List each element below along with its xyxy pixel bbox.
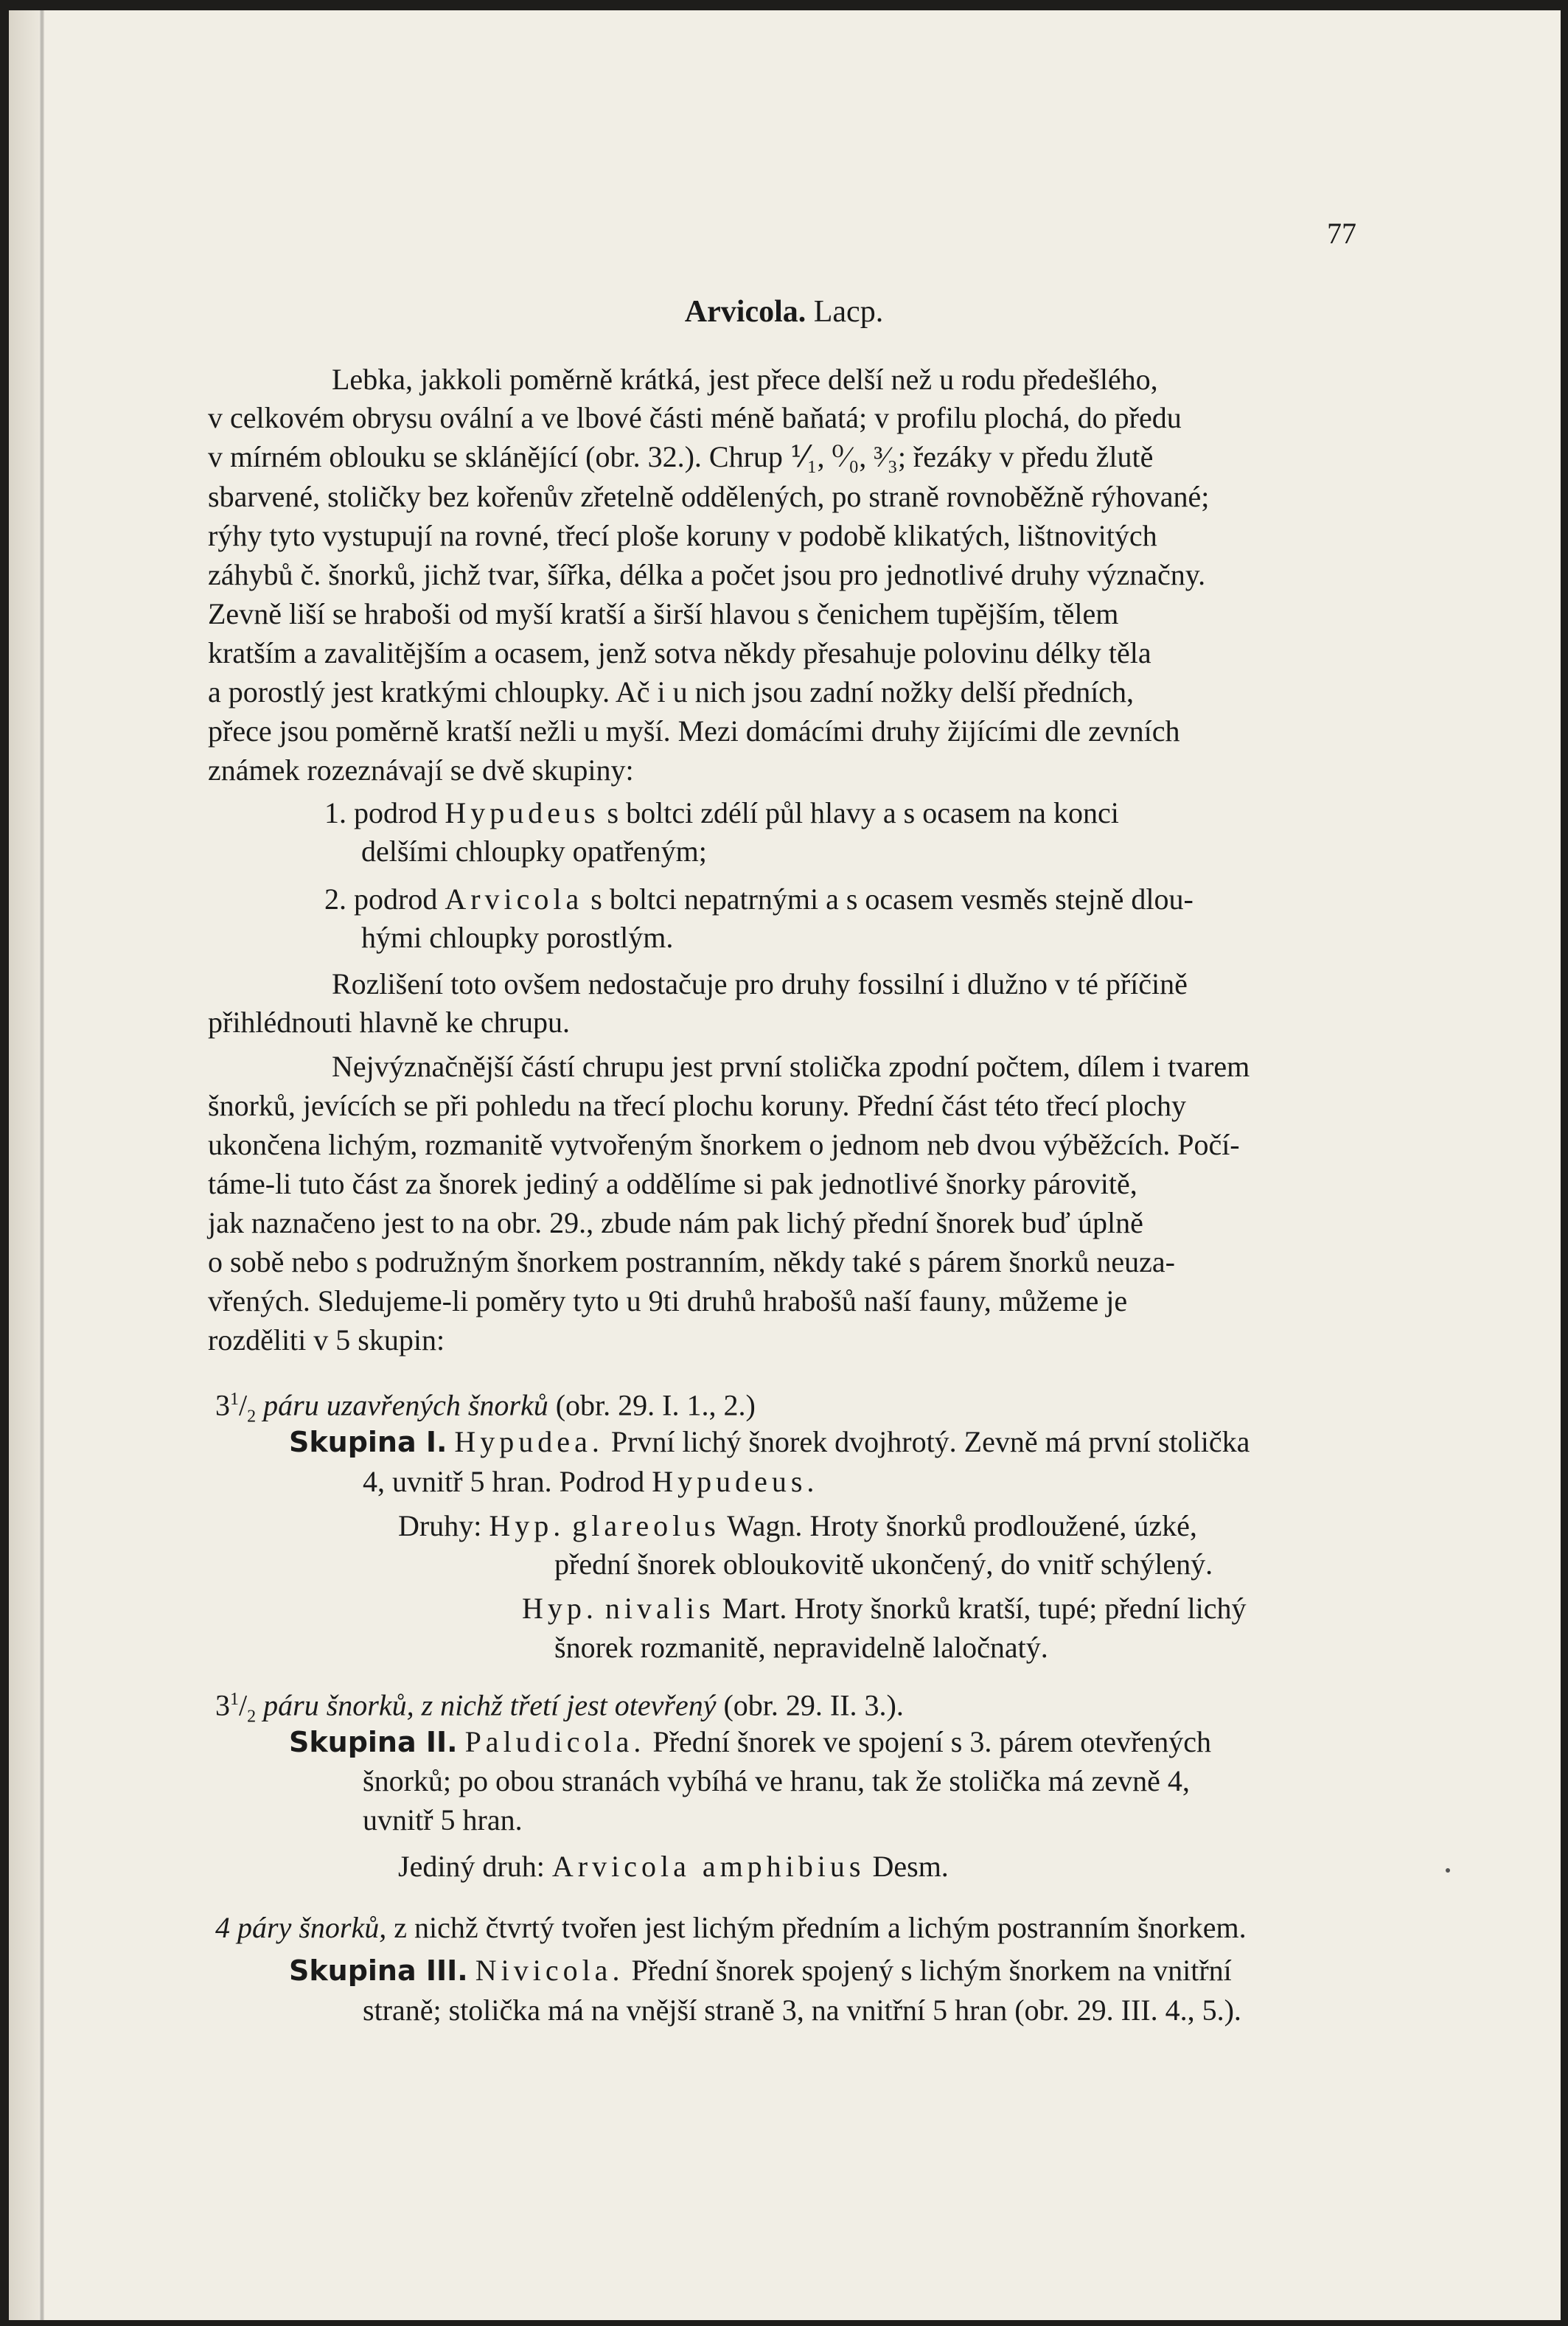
fraction-numerator: 1 — [230, 1390, 239, 1409]
subgenus-item-1-cont: delšími chloupky opatřeným; — [361, 835, 707, 868]
skupina-1-cont — [363, 1460, 818, 1504]
item-number: 2. — [324, 882, 346, 916]
fraction-numerator: 1 — [230, 1690, 239, 1709]
heading-italic: 4 páry šnorků, — [215, 1911, 387, 1944]
skupina-2-cont: uvnitř 5 hran. — [363, 1803, 523, 1836]
subgenus-name: Hypudeus — [445, 796, 600, 829]
skupina-name: Paludicola. — [464, 1725, 646, 1758]
item-prefix: podrod — [354, 882, 438, 916]
skupina-2 — [289, 1720, 1211, 1764]
subgenus-item-1 — [324, 791, 1119, 835]
species-abbr: Hyp. — [522, 1592, 598, 1625]
intro-line: sbarvené, stoličky bez kořenův zřetelně oddělených, po straně rovnoběžně rýhované; — [208, 480, 1210, 513]
species-name: nivalis — [604, 1592, 715, 1625]
skupina-text: První lichý šnorek dvojhrotý. Zevně má první stolička — [610, 1425, 1250, 1458]
druhy-label: Jediný druh: — [398, 1850, 545, 1883]
item-prefix: podrod — [354, 796, 438, 829]
species-2 — [522, 1587, 1247, 1631]
title-author: Lacp. — [813, 295, 884, 329]
skupina-2-cont: šnorků; po obou stranách vybíhá ve hranu, tak že stolička má zevně 4, — [363, 1764, 1190, 1797]
paragraph-line: jak naznačeno jest to na obr. 29., zbude nám pak lichý přední šnorek buď úplně — [208, 1206, 1143, 1239]
intro-line: Lebka, jakkoli poměrně krátká, jest přece delší než u rodu předešlého, — [332, 363, 1158, 396]
skupina-3-cont: straně; stolička má na vnější straně 3, na vnitřní 5 hran (obr. 29. III. 4., 5.). — [363, 1994, 1241, 2027]
species-1 — [398, 1504, 1197, 1548]
skupina-label: Skupina II. — [289, 1726, 458, 1758]
paragraph-line: šnorků, jevících se při pohledu na třecí plochu koruny. Přední část této třecí plochy — [208, 1089, 1187, 1122]
skupina-name: Hypudea. — [454, 1425, 604, 1458]
paragraph-line: Rozlišení toto ovšem nedostačuje pro druhy fossilní i dlužno v té příčině — [332, 967, 1188, 1000]
paragraph-line: táme-li tuto část za šnorek jediný a oddělíme si pak jednotlivé šnorky párovitě, — [208, 1167, 1137, 1200]
fraction-denominator: 2 — [247, 1407, 257, 1427]
title-genus: Arvicola. — [684, 295, 806, 329]
intro-line: záhybů č. šnorků, jichž tvar, šířka, délka a počet jsou pro jednotlivé druhy význačny. — [208, 558, 1206, 591]
ink-speck — [1446, 1868, 1450, 1873]
gutter-line — [40, 10, 44, 2320]
group-heading-1: $3^1/_2$ páru uzavřených šnorků (obr. 29. I. 1., 2.) — [215, 1388, 756, 1427]
skupina-3 — [289, 1949, 1232, 1993]
intro-line: známek rozeznávají se dvě skupiny: — [208, 753, 634, 787]
intro-line: kratším a zavalitějším a ocasem, jenž sotva někdy přesahuje polovinu délky těla — [208, 636, 1151, 669]
species-author: Wagn. — [727, 1509, 803, 1542]
species-author: Desm. — [872, 1850, 949, 1883]
druhy-label: Druhy: — [398, 1509, 482, 1542]
heading-ref: (obr. 29. II. 3.). — [723, 1688, 904, 1722]
item-number: 1. — [324, 796, 346, 829]
subgenus-name: Hypudeus. — [652, 1465, 819, 1498]
paragraph-line: přihlédnouti hlavně ke chrupu. — [208, 1006, 570, 1039]
single-species — [398, 1845, 949, 1889]
heading-ref: z nichž čtvrtý tvořen jest lichým předním a lichým postranním šnorkem. — [394, 1911, 1247, 1944]
section-title — [0, 291, 1568, 332]
species-name: glareolus — [572, 1509, 720, 1542]
skupina-text: 4, uvnitř 5 hran. Podrod — [363, 1465, 645, 1498]
species-abbr: Hyp. — [489, 1509, 565, 1542]
fraction-denominator: 2 — [247, 1707, 257, 1727]
skupina-name: Nivicola. — [475, 1954, 624, 1987]
paragraph-line: o sobě nebo s podružným šnorkem postranním, někdy také s párem šnorků neuza- — [208, 1245, 1175, 1278]
intro-line: v celkovém obrysu ovální a ve lbové části méně baňatá; v profilu plochá, do předu — [208, 401, 1182, 434]
species-text: Hroty šnorků kratší, tupé; přední lichý — [794, 1592, 1247, 1625]
species-text: Hroty šnorků prodloužené, úzké, — [809, 1509, 1197, 1542]
group-heading-3 — [215, 1906, 1247, 1950]
intro-line: a porostlý jest kratkými chloupky. Ač i u nich jsou zadní nožky delší předních, — [208, 675, 1135, 708]
binding-gutter — [9, 10, 40, 2320]
species-name: Arvicola amphibius — [551, 1850, 865, 1883]
intro-line: přece jsou poměrně kratší nežli u myší. Mezi domácími druhy žijícími dle zevních — [208, 714, 1180, 748]
skupina-label: Skupina I. — [289, 1426, 447, 1458]
species-author: Mart. — [722, 1592, 787, 1625]
heading-number: 3 — [215, 1688, 230, 1722]
paragraph-line: ukončena lichým, rozmanitě vytvořeným šnorkem o jednom neb dvou výběžcích. Počí- — [208, 1128, 1240, 1161]
group-heading-2: $3^1/_2$ páru šnorků, z nichž třetí jest otevřený (obr. 29. II. 3.). — [215, 1688, 904, 1727]
heading-italic: páru uzavřených šnorků — [263, 1388, 548, 1422]
subgenus-item-2-cont: hými chloupky porostlým. — [361, 921, 674, 954]
skupina-text: Přední šnorek ve spojení s 3. párem otevřených — [652, 1725, 1211, 1758]
heading-number: 3 — [215, 1388, 230, 1422]
intro-line: Zevně liší se hraboši od myší kratší a širší hlavou s čenichem tupějším, tělem — [208, 597, 1119, 630]
intro-line: rýhy tyto vystupují na rovné, třecí ploše koruny v podobě klikatých, lištnovitých — [208, 519, 1157, 552]
skupina-1 — [289, 1420, 1250, 1464]
skupina-text: Přední šnorek spojený s lichým šnorkem na vnitřní — [631, 1954, 1232, 1987]
page-number: 77 — [1327, 217, 1356, 250]
species-2-cont: šnorek rozmanitě, nepravidelně laločnatý. — [554, 1631, 1048, 1664]
heading-italic: páru šnorků, z nichž třetí jest otevřený — [263, 1688, 717, 1722]
item-text: s boltci nepatrnými a s ocasem vesměs stejně dlou- — [590, 882, 1194, 916]
species-1-cont: přední šnorek obloukovitě ukončený, do vnitř schýlený. — [554, 1547, 1213, 1581]
paragraph-line: Nejvýznačnější částí chrupu jest první stolička zpodní počtem, dílem i tvarem — [332, 1050, 1250, 1083]
subgenus-item-2 — [324, 877, 1194, 922]
skupina-label: Skupina III. — [289, 1954, 468, 1987]
paragraph-line: rozděliti v 5 skupin: — [208, 1323, 445, 1357]
item-text: s boltci zdélí půl hlavy a s ocasem na konci — [607, 796, 1119, 829]
paragraph-line: vřených. Sledujeme-li poměry tyto u 9ti druhů hrabošů naší fauny, můžeme je — [208, 1284, 1128, 1317]
heading-ref: (obr. 29. I. 1., 2.) — [555, 1388, 756, 1422]
subgenus-name: Arvicola — [445, 882, 584, 916]
intro-line: v mírném oblouku se sklánějící (obr. 32.). Chrup ⅟₁, ⁰⁄₀, ³⁄₃; řezáky v předu žlutě — [208, 440, 1154, 473]
